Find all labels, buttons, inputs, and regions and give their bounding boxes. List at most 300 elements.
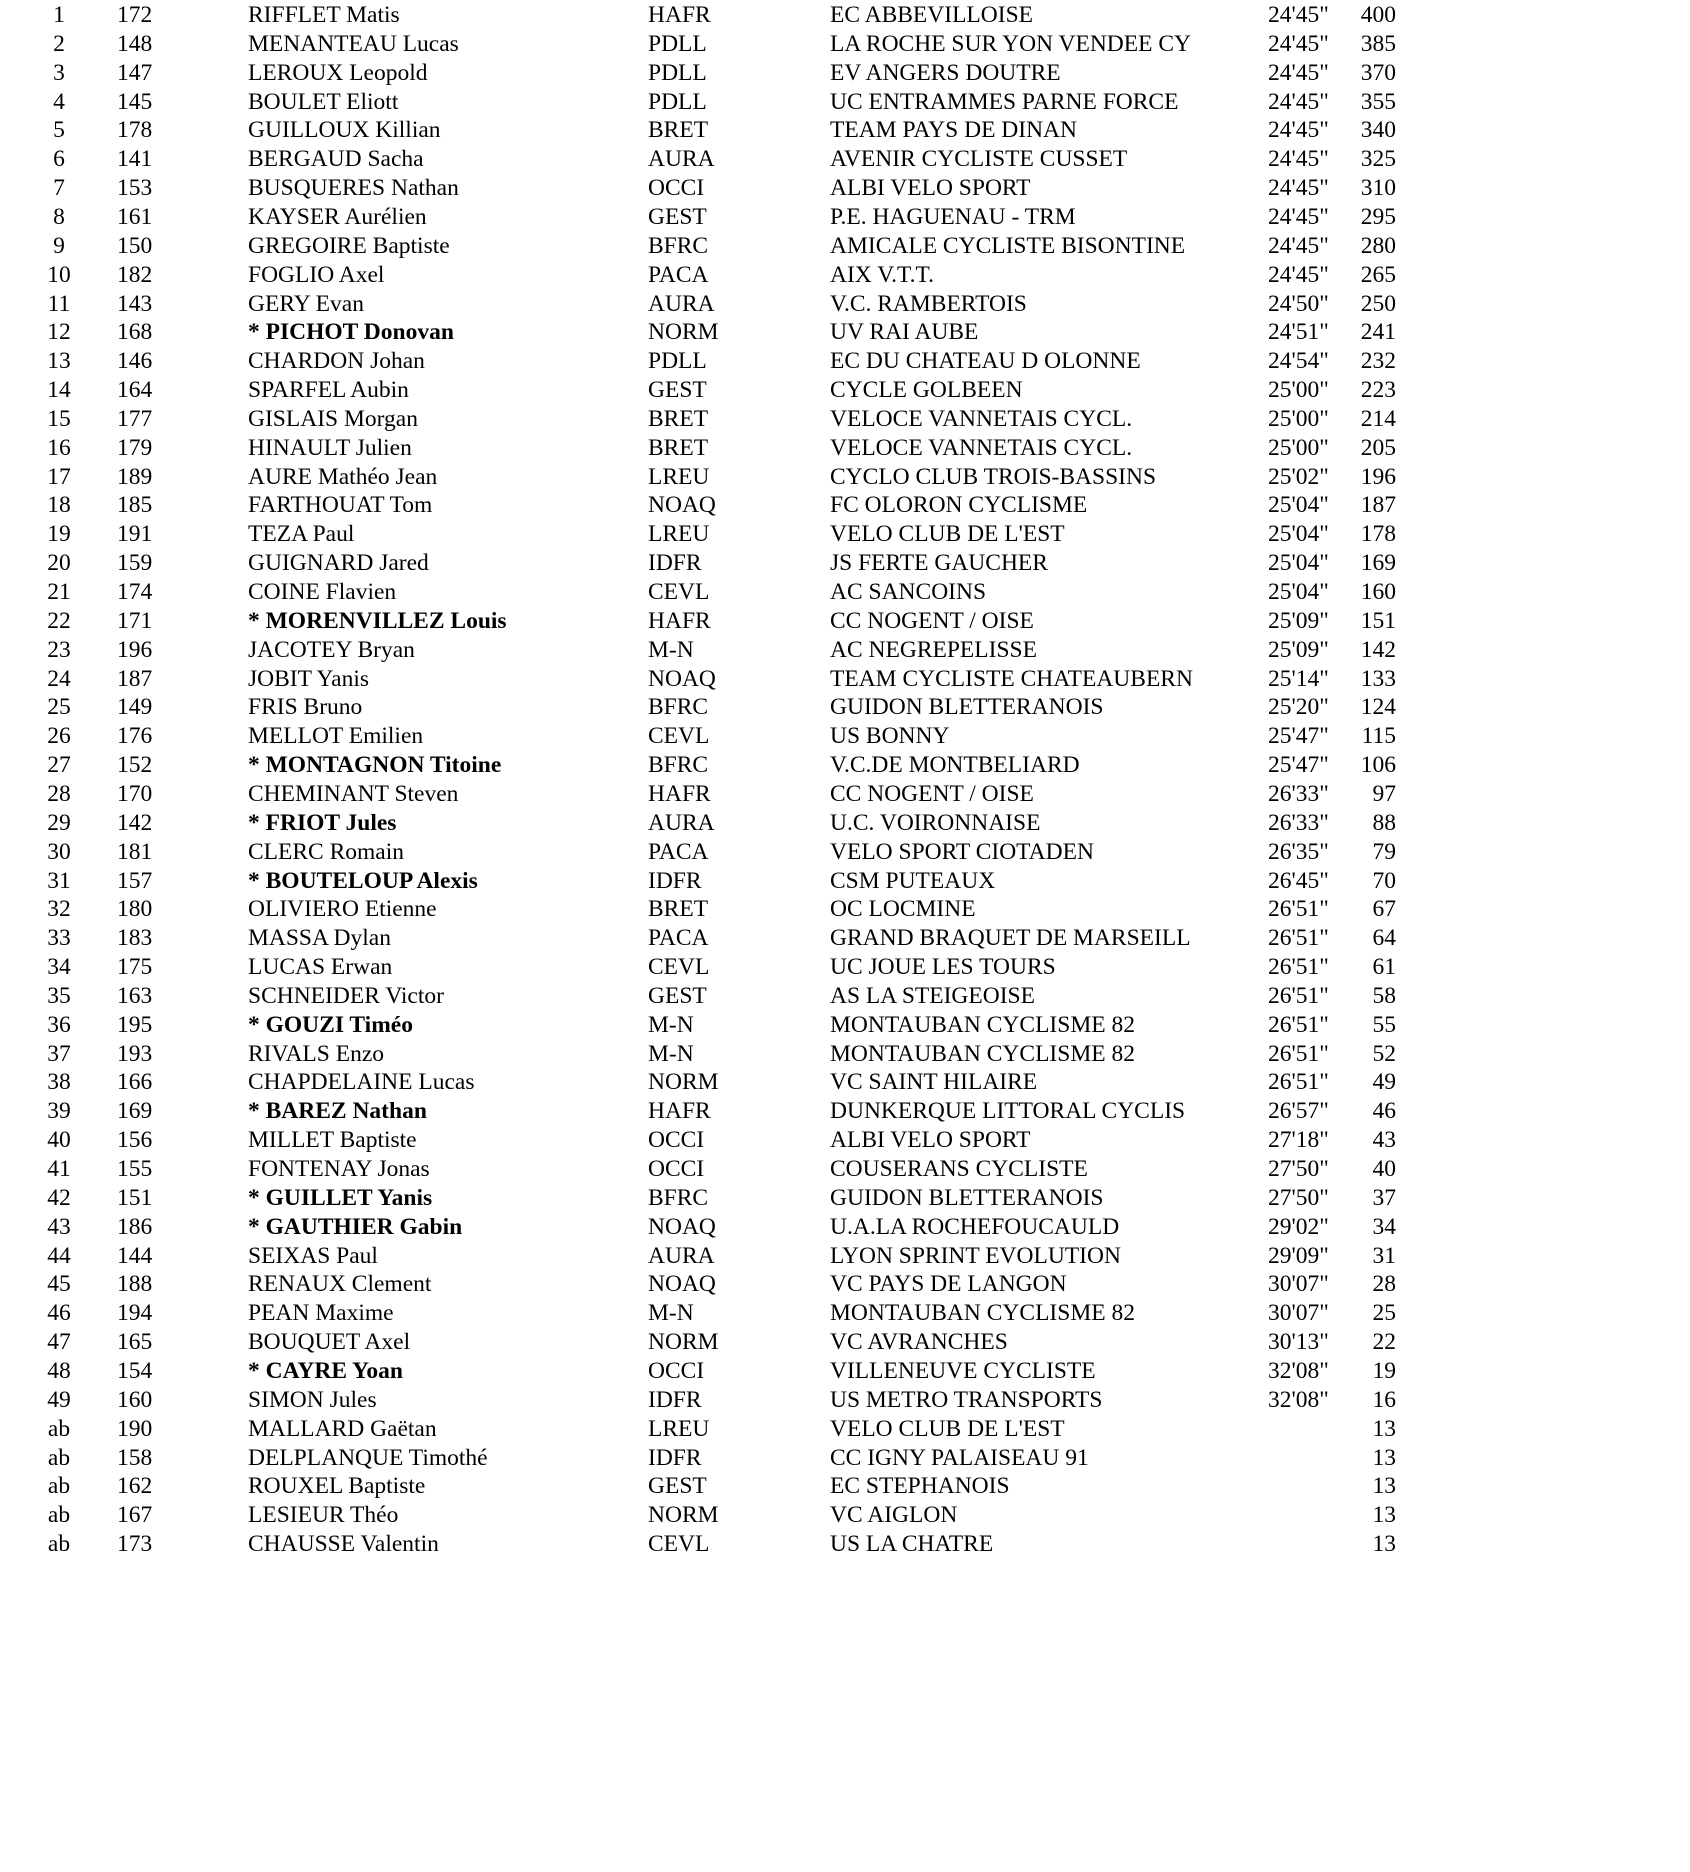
bib-number-cell: 174 — [117, 579, 153, 605]
time-cell: 26'51" — [1268, 896, 1329, 923]
region-cell: M-N — [648, 636, 694, 663]
time-cell: 25'02" — [1268, 463, 1329, 490]
rank-cell: 27 — [47, 752, 71, 779]
points-cell: 178 — [1360, 521, 1396, 548]
club-cell: V.C.DE MONTBELIARD — [830, 752, 1080, 779]
club-cell: CSM PUTEAUX — [830, 867, 996, 894]
rank-cell: 45 — [47, 1271, 71, 1298]
table-row — [0, 1270, 1690, 1299]
rank-cell: ab — [47, 1531, 71, 1558]
table-row — [0, 174, 1690, 203]
rider-name-cell: SPARFEL Aubin — [248, 377, 409, 404]
rider-name-cell: * GUILLET Yanis — [248, 1184, 433, 1211]
region-cell: OCCI — [648, 1357, 705, 1384]
bib-number-cell: 156 — [117, 1127, 153, 1154]
bib-number-cell: 186 — [117, 1213, 153, 1240]
region-cell: PACA — [648, 838, 709, 865]
rider-name-cell: MELLOT Emilien — [248, 723, 424, 750]
bib-number-cell: 151 — [117, 1184, 153, 1211]
region-cell: NORM — [648, 1069, 719, 1096]
time-cell: 26'45" — [1268, 867, 1329, 894]
rank-cell: 35 — [47, 982, 71, 1009]
rank-cell: 5 — [53, 117, 65, 144]
table-row — [0, 1155, 1690, 1184]
time-cell: 26'33" — [1268, 780, 1329, 807]
club-cell: TEAM PAYS DE DINAN — [830, 117, 1078, 144]
region-cell: PDLL — [648, 88, 707, 115]
table-row — [0, 1501, 1690, 1530]
table-row — [0, 1, 1690, 30]
bib-number-cell: 172 — [117, 2, 153, 28]
bib-number-cell: 176 — [117, 723, 153, 750]
club-cell: VELO CLUB DE L'EST — [830, 1415, 1065, 1442]
club-cell: ALBI VELO SPORT — [830, 1127, 1031, 1154]
region-cell: PDLL — [648, 348, 707, 375]
bib-number-cell: 180 — [117, 896, 153, 923]
table-row — [0, 1357, 1690, 1386]
time-cell: 24'45" — [1268, 88, 1329, 115]
points-cell: 385 — [1360, 30, 1396, 57]
rank-cell: ab — [47, 1473, 71, 1500]
rank-cell: 42 — [47, 1184, 71, 1211]
table-row — [0, 1472, 1690, 1501]
time-cell: 32'08" — [1268, 1357, 1329, 1384]
bib-number-cell: 162 — [117, 1473, 153, 1500]
club-cell: CC NOGENT / OISE — [830, 780, 1034, 807]
bib-number-cell: 154 — [117, 1357, 153, 1384]
table-row — [0, 1184, 1690, 1213]
table-row — [0, 1415, 1690, 1444]
table-row — [0, 1386, 1690, 1415]
table-row — [0, 405, 1690, 434]
club-cell: EC ABBEVILLOISE — [830, 2, 1034, 28]
points-cell: 37 — [1372, 1184, 1396, 1211]
table-row — [0, 693, 1690, 722]
rider-name-cell: KAYSER Aurélien — [248, 203, 427, 230]
points-cell: 196 — [1360, 463, 1396, 490]
time-cell: 26'51" — [1268, 954, 1329, 981]
time-cell: 24'51" — [1268, 319, 1329, 346]
club-cell: V.C. RAMBERTOIS — [830, 290, 1027, 317]
club-cell: GUIDON BLETTERANOIS — [830, 1184, 1104, 1211]
rider-name-cell: SEIXAS Paul — [248, 1242, 378, 1269]
club-cell: UC ENTRAMMES PARNE FORCE — [830, 88, 1179, 115]
rider-name-cell: RIVALS Enzo — [248, 1040, 384, 1067]
club-cell: MONTAUBAN CYCLISME 82 — [830, 1040, 1135, 1067]
time-cell: 24'45" — [1268, 203, 1329, 230]
bib-number-cell: 171 — [117, 607, 153, 634]
bib-number-cell: 146 — [117, 348, 153, 375]
time-cell: 30'07" — [1268, 1271, 1329, 1298]
region-cell: CEVL — [648, 579, 710, 605]
rank-cell: 3 — [53, 59, 65, 86]
bib-number-cell: 183 — [117, 925, 153, 952]
club-cell: DUNKERQUE LITTORAL CYCLIS — [830, 1098, 1186, 1125]
rank-cell: 21 — [47, 579, 71, 605]
region-cell: LREU — [648, 1415, 710, 1442]
rank-cell: 43 — [47, 1213, 71, 1240]
time-cell: 25'00" — [1268, 377, 1329, 404]
rider-name-cell: CHEMINANT Steven — [248, 780, 459, 807]
region-cell: CEVL — [648, 723, 710, 750]
rank-cell: 47 — [47, 1329, 71, 1356]
time-cell: 24'45" — [1268, 146, 1329, 173]
time-cell: 26'51" — [1268, 1040, 1329, 1067]
rider-name-cell: BUSQUERES Nathan — [248, 175, 459, 202]
rank-cell: ab — [47, 1415, 71, 1442]
rank-cell: 4 — [53, 88, 65, 115]
points-cell: 370 — [1360, 59, 1396, 86]
table-row — [0, 607, 1690, 636]
points-cell: 16 — [1372, 1386, 1396, 1413]
rank-cell: 7 — [53, 175, 65, 202]
points-cell: 151 — [1360, 607, 1396, 634]
rider-name-cell: MENANTEAU Lucas — [248, 30, 459, 57]
region-cell: GEST — [648, 1473, 707, 1500]
points-cell: 310 — [1360, 175, 1396, 202]
points-cell: 115 — [1361, 723, 1396, 750]
rank-cell: 23 — [47, 636, 71, 663]
bib-number-cell: 142 — [117, 809, 153, 836]
bib-number-cell: 193 — [117, 1040, 153, 1067]
points-cell: 280 — [1360, 232, 1396, 259]
bib-number-cell: 189 — [117, 463, 153, 490]
table-row — [0, 1299, 1690, 1328]
club-cell: MONTAUBAN CYCLISME 82 — [830, 1011, 1135, 1038]
points-cell: 13 — [1372, 1502, 1396, 1529]
region-cell: NORM — [648, 1502, 719, 1529]
table-row — [0, 520, 1690, 549]
table-row — [0, 1040, 1690, 1069]
table-row — [0, 549, 1690, 578]
region-cell: IDFR — [648, 1386, 702, 1413]
region-cell: HAFR — [648, 2, 711, 28]
rank-cell: 18 — [47, 492, 71, 519]
bib-number-cell: 185 — [117, 492, 153, 519]
rider-name-cell: MASSA Dylan — [248, 925, 391, 952]
club-cell: OC LOCMINE — [830, 896, 976, 923]
rank-cell: 11 — [47, 290, 71, 317]
table-row — [0, 318, 1690, 347]
bib-number-cell: 141 — [117, 146, 153, 173]
table-row — [0, 145, 1690, 174]
rider-name-cell: GERY Evan — [248, 290, 364, 317]
club-cell: GRAND BRAQUET DE MARSEILL — [830, 925, 1191, 952]
time-cell: 24'45" — [1268, 117, 1329, 144]
rider-name-cell: FOGLIO Axel — [248, 261, 385, 288]
bib-number-cell: 170 — [117, 780, 153, 807]
points-cell: 265 — [1360, 261, 1396, 288]
bib-number-cell: 153 — [117, 175, 153, 202]
club-cell: CC IGNY PALAISEAU 91 — [830, 1444, 1089, 1471]
rider-name-cell: MILLET Baptiste — [248, 1127, 417, 1154]
region-cell: BRET — [648, 434, 709, 461]
rank-cell: 20 — [47, 550, 71, 577]
points-cell: 61 — [1372, 954, 1396, 981]
club-cell: AS LA STEIGEOISE — [830, 982, 1035, 1009]
table-row — [0, 116, 1690, 145]
club-cell: US LA CHATRE — [830, 1531, 994, 1558]
rider-name-cell: FARTHOUAT Tom — [248, 492, 433, 519]
table-row — [0, 1097, 1690, 1126]
points-cell: 340 — [1360, 117, 1396, 144]
rider-name-cell: CHARDON Johan — [248, 348, 425, 375]
club-cell: EC STEPHANOIS — [830, 1473, 1010, 1500]
club-cell: VELOCE VANNETAIS CYCL. — [830, 434, 1133, 461]
club-cell: VC PAYS DE LANGON — [830, 1271, 1067, 1298]
bib-number-cell: 191 — [117, 521, 153, 548]
club-cell: MONTAUBAN CYCLISME 82 — [830, 1300, 1135, 1327]
points-cell: 232 — [1360, 348, 1396, 375]
points-cell: 22 — [1372, 1329, 1396, 1356]
region-cell: PDLL — [648, 59, 707, 86]
region-cell: BFRC — [648, 694, 709, 721]
region-cell: PACA — [648, 925, 709, 952]
bib-number-cell: 181 — [117, 838, 153, 865]
table-row — [0, 1068, 1690, 1097]
bib-number-cell: 152 — [117, 752, 153, 779]
table-row — [0, 578, 1690, 607]
points-cell: 55 — [1372, 1011, 1396, 1038]
points-cell: 325 — [1360, 146, 1396, 173]
bib-number-cell: 147 — [117, 59, 153, 86]
club-cell: CYCLE GOLBEEN — [830, 377, 1023, 404]
rider-name-cell: RIFFLET Matis — [248, 2, 400, 28]
time-cell: 26'51" — [1268, 1011, 1329, 1038]
club-cell: CC NOGENT / OISE — [830, 607, 1034, 634]
rider-name-cell: PEAN Maxime — [248, 1300, 394, 1327]
rank-cell: 49 — [47, 1386, 71, 1413]
bib-number-cell: 166 — [117, 1069, 153, 1096]
rider-name-cell: CHAPDELAINE Lucas — [248, 1069, 475, 1096]
bib-number-cell: 190 — [117, 1415, 153, 1442]
table-row — [0, 376, 1690, 405]
points-cell: 79 — [1372, 838, 1396, 865]
rider-name-cell: SCHNEIDER Victor — [248, 982, 444, 1009]
bib-number-cell: 143 — [117, 290, 153, 317]
bib-number-cell: 195 — [117, 1011, 153, 1038]
region-cell: AURA — [648, 809, 715, 836]
rider-name-cell: BERGAUD Sacha — [248, 146, 424, 173]
time-cell: 30'13" — [1268, 1329, 1329, 1356]
points-cell: 355 — [1360, 88, 1396, 115]
points-cell: 250 — [1360, 290, 1396, 317]
time-cell: 24'54" — [1268, 348, 1329, 375]
time-cell: 25'04" — [1268, 521, 1329, 548]
region-cell: LREU — [648, 521, 710, 548]
club-cell: GUIDON BLETTERANOIS — [830, 694, 1104, 721]
rank-cell: 6 — [53, 146, 65, 173]
region-cell: NORM — [648, 319, 719, 346]
table-row — [0, 867, 1690, 896]
table-row — [0, 1444, 1690, 1473]
region-cell: GEST — [648, 982, 707, 1009]
rider-name-cell: GUIGNARD Jared — [248, 550, 429, 577]
region-cell: BRET — [648, 405, 709, 432]
time-cell: 24'45" — [1268, 261, 1329, 288]
region-cell: AURA — [648, 1242, 715, 1269]
club-cell: US BONNY — [830, 723, 950, 750]
rank-cell: 38 — [47, 1069, 71, 1096]
points-cell: 25 — [1372, 1300, 1396, 1327]
rank-cell: 2 — [53, 30, 65, 57]
club-cell: UC JOUE LES TOURS — [830, 954, 1056, 981]
club-cell: AVENIR CYCLISTE CUSSET — [830, 146, 1128, 173]
table-row — [0, 1011, 1690, 1040]
region-cell: AURA — [648, 290, 715, 317]
rider-name-cell: * MONTAGNON Titoine — [248, 752, 502, 779]
time-cell: 25'47" — [1268, 752, 1329, 779]
rank-cell: 19 — [47, 521, 71, 548]
club-cell: VELO CLUB DE L'EST — [830, 521, 1065, 548]
bib-number-cell: 178 — [117, 117, 153, 144]
points-cell: 295 — [1360, 203, 1396, 230]
table-row — [0, 59, 1690, 88]
table-row — [0, 1530, 1690, 1559]
points-cell: 214 — [1360, 405, 1396, 432]
points-cell: 142 — [1360, 636, 1396, 663]
time-cell: 24'45" — [1268, 2, 1329, 28]
time-cell: 26'35" — [1268, 838, 1329, 865]
rider-name-cell: AURE Mathéo Jean — [248, 463, 438, 490]
region-cell: CEVL — [648, 954, 710, 981]
bib-number-cell: 188 — [117, 1271, 153, 1298]
bib-number-cell: 164 — [117, 377, 153, 404]
region-cell: NOAQ — [648, 665, 716, 692]
rider-name-cell: * PICHOT Donovan — [248, 319, 454, 346]
region-cell: CEVL — [648, 1531, 710, 1558]
region-cell: OCCI — [648, 1127, 705, 1154]
table-row — [0, 30, 1690, 59]
bib-number-cell: 161 — [117, 203, 153, 230]
points-cell: 13 — [1372, 1473, 1396, 1500]
region-cell: GEST — [648, 377, 707, 404]
points-cell: 13 — [1372, 1531, 1396, 1558]
time-cell: 26'57" — [1268, 1098, 1329, 1125]
region-cell: OCCI — [648, 175, 705, 202]
time-cell: 27'18" — [1268, 1127, 1329, 1154]
points-cell: 124 — [1360, 694, 1396, 721]
rank-cell: 39 — [47, 1098, 71, 1125]
club-cell: JS FERTE GAUCHER — [830, 550, 1048, 577]
region-cell: NOAQ — [648, 1271, 716, 1298]
rank-cell: 25 — [47, 694, 71, 721]
region-cell: NOAQ — [648, 492, 716, 519]
club-cell: P.E. HAGUENAU - TRM — [830, 203, 1076, 230]
points-cell: 64 — [1372, 925, 1396, 952]
region-cell: NOAQ — [648, 1213, 716, 1240]
table-row — [0, 953, 1690, 982]
points-cell: 13 — [1372, 1415, 1396, 1442]
region-cell: AURA — [648, 146, 715, 173]
rank-cell: 8 — [53, 203, 65, 230]
club-cell: AC SANCOINS — [830, 579, 987, 605]
table-row — [0, 1328, 1690, 1357]
points-cell: 106 — [1360, 752, 1396, 779]
time-cell: 29'09" — [1268, 1242, 1329, 1269]
table-row — [0, 924, 1690, 953]
club-cell: LYON SPRINT EVOLUTION — [830, 1242, 1121, 1269]
table-row — [0, 722, 1690, 751]
rank-cell: 15 — [47, 405, 71, 432]
time-cell: 25'47" — [1268, 723, 1329, 750]
region-cell: M-N — [648, 1011, 694, 1038]
bib-number-cell: 149 — [117, 694, 153, 721]
points-cell: 187 — [1360, 492, 1396, 519]
table-row — [0, 636, 1690, 665]
rider-name-cell: JOBIT Yanis — [248, 665, 370, 692]
bib-number-cell: 157 — [117, 867, 153, 894]
region-cell: NORM — [648, 1329, 719, 1356]
bib-number-cell: 196 — [117, 636, 153, 663]
bib-number-cell: 145 — [117, 88, 153, 115]
rank-cell: ab — [47, 1444, 71, 1471]
table-row — [0, 895, 1690, 924]
rider-name-cell: CLERC Romain — [248, 838, 405, 865]
region-cell: M-N — [648, 1040, 694, 1067]
club-cell: US METRO TRANSPORTS — [830, 1386, 1103, 1413]
club-cell: VELO SPORT CIOTADEN — [830, 838, 1094, 865]
points-cell: 67 — [1372, 896, 1396, 923]
points-cell: 58 — [1372, 982, 1396, 1009]
rider-name-cell: LESIEUR Théo — [248, 1502, 399, 1529]
table-row — [0, 347, 1690, 376]
bib-number-cell: 187 — [117, 665, 153, 692]
time-cell: 25'09" — [1268, 607, 1329, 634]
rider-name-cell: FONTENAY Jonas — [248, 1156, 430, 1182]
bib-number-cell: 155 — [117, 1156, 153, 1182]
table-row — [0, 1242, 1690, 1271]
club-cell: UV RAI AUBE — [830, 319, 979, 346]
bib-number-cell: 177 — [117, 405, 153, 432]
table-row — [0, 290, 1690, 319]
rider-name-cell: MALLARD Gaëtan — [248, 1415, 437, 1442]
points-cell: 28 — [1372, 1271, 1396, 1298]
club-cell: ALBI VELO SPORT — [830, 175, 1031, 202]
club-cell: U.A.LA ROCHEFOUCAULD — [830, 1213, 1120, 1240]
points-cell: 169 — [1360, 550, 1396, 577]
club-cell: EC DU CHATEAU D OLONNE — [830, 348, 1141, 375]
region-cell: HAFR — [648, 780, 711, 807]
time-cell: 25'00" — [1268, 434, 1329, 461]
table-row — [0, 232, 1690, 261]
time-cell: 24'45" — [1268, 59, 1329, 86]
club-cell: TEAM CYCLISTE CHATEAUBERN — [830, 665, 1193, 692]
table-row — [0, 261, 1690, 290]
time-cell: 25'09" — [1268, 636, 1329, 663]
rider-name-cell: * GAUTHIER Gabin — [248, 1213, 463, 1240]
region-cell: GEST — [648, 203, 707, 230]
rider-name-cell: DELPLANQUE Timothé — [248, 1444, 488, 1471]
rank-cell: 36 — [47, 1011, 71, 1038]
rank-cell: 32 — [47, 896, 71, 923]
bib-number-cell: 163 — [117, 982, 153, 1009]
region-cell: IDFR — [648, 867, 702, 894]
region-cell: LREU — [648, 463, 710, 490]
points-cell: 88 — [1372, 809, 1396, 836]
bib-number-cell: 144 — [117, 1242, 153, 1269]
points-cell: 223 — [1360, 377, 1396, 404]
rider-name-cell: GREGOIRE Baptiste — [248, 232, 450, 259]
time-cell: 29'02" — [1268, 1213, 1329, 1240]
points-cell: 70 — [1372, 867, 1396, 894]
club-cell: VELOCE VANNETAIS CYCL. — [830, 405, 1133, 432]
points-cell: 241 — [1360, 319, 1396, 346]
rank-cell: 44 — [47, 1242, 71, 1269]
rank-cell: 40 — [47, 1127, 71, 1154]
bib-number-cell: 173 — [117, 1531, 153, 1558]
time-cell: 26'33" — [1268, 809, 1329, 836]
